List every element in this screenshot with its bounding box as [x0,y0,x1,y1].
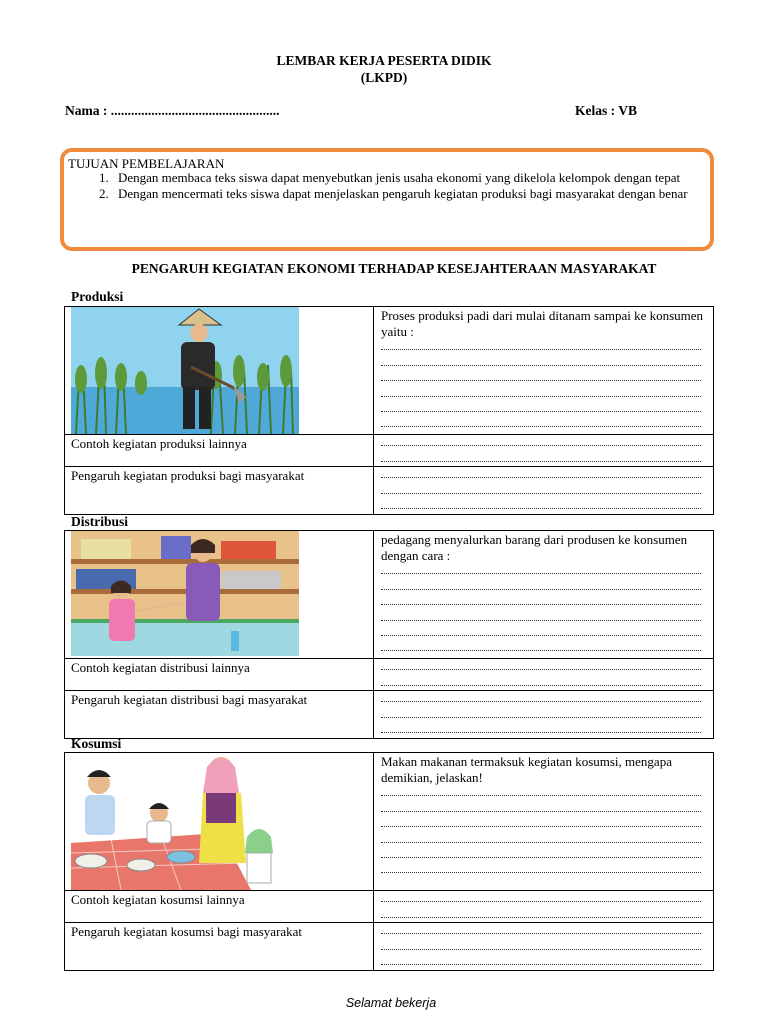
answer-line[interactable] [381,594,707,609]
answer-line[interactable] [381,800,707,815]
produksi-answer-lines[interactable] [374,339,713,431]
answer-line[interactable] [381,401,707,416]
kosumsi-impact-label-cell [65,923,374,971]
produksi-example-label: Contoh kegiatan produksi lainnya [71,436,247,451]
kosumsi-answer-lines[interactable] [374,785,713,877]
answer-line[interactable] [381,467,707,482]
distribusi-answer-cell [374,531,714,659]
answer-line[interactable] [381,659,707,674]
kosumsi-answer-cell [374,753,714,891]
answer-line[interactable] [381,691,707,706]
answer-line[interactable] [381,609,707,624]
produksi-impact-label-cell [65,467,374,515]
answer-line[interactable] [381,339,707,354]
answer-line[interactable] [381,625,707,640]
produksi-question: Proses produksi padi dari mulai ditanam sampai ke konsumen yaitu : [381,308,704,339]
answer-line[interactable] [381,640,707,655]
produksi-table [64,306,714,515]
distribusi-impact-answer[interactable] [374,691,714,739]
distribusi-table [64,530,714,739]
distribusi-impact-label: Pengaruh kegiatan distribusi bagi masyarakat [71,692,308,707]
kosumsi-image-cell [65,753,374,891]
distribusi-example-answer[interactable] [374,659,714,691]
objectives-heading: TUJUAN PEMBELAJARAN [68,156,225,171]
title-line-2: (LKPD) [360,70,408,85]
worksheet-title [0,52,768,86]
shop-illustration [71,531,299,658]
answer-line[interactable] [381,498,707,513]
section-label-produksi: Produksi [71,289,124,304]
answer-line[interactable] [381,435,707,450]
answer-line[interactable] [381,482,707,497]
produksi-example-answer[interactable] [374,435,714,467]
answer-line[interactable] [381,385,707,400]
kosumsi-example-label-cell [65,891,374,923]
answer-line[interactable] [381,906,707,921]
answer-line[interactable] [381,847,707,862]
kosumsi-question: Makan makanan termaksuk kegiatan kosumsi, mengapa demikian, jelaskan! [381,754,672,785]
answer-line[interactable] [381,923,707,938]
produksi-example-label-cell [65,435,374,467]
answer-line[interactable] [381,706,707,721]
objective-item: 1. Dengan membaca teks siswa dapat menyebutkan jenis usaha ekonomi yang dikelola kelompok dengan tepat [112,170,712,186]
objectives-list [64,170,712,201]
kosumsi-impact-label: Pengaruh kegiatan kosumsi bagi masyarakat [71,924,303,939]
answer-line[interactable] [381,722,707,737]
class-label: Kelas : VB [575,103,638,118]
distribusi-image-cell [65,531,374,659]
distribusi-answer-lines[interactable] [374,563,713,655]
section-label-distribusi: Distribusi [71,514,129,529]
produksi-impact-label: Pengaruh kegiatan produksi bagi masyarakat [71,468,305,483]
answer-line[interactable] [381,831,707,846]
produksi-answer-cell [374,307,714,435]
answer-line[interactable] [381,354,707,369]
kosumsi-example-label: Contoh kegiatan kosumsi lainnya [71,892,245,907]
answer-line[interactable] [381,938,707,953]
distribusi-example-label-cell [65,659,374,691]
answer-line[interactable] [381,785,707,800]
answer-line[interactable] [381,416,707,431]
answer-line[interactable] [381,891,707,906]
footer-note: Selamat bekerja [345,996,437,1010]
farmer-illustration [71,307,299,434]
name-field-label: Nama : .................................................. [65,103,280,118]
distribusi-impact-label-cell [65,691,374,739]
kosumsi-table [64,752,714,971]
title-line-1: LEMBAR KERJA PESERTA DIDIK [276,53,492,68]
answer-line[interactable] [381,954,707,969]
answer-line[interactable] [381,862,707,877]
produksi-impact-answer[interactable] [374,467,714,515]
answer-line[interactable] [381,370,707,385]
distribusi-question: pedagang menyalurkan barang dari produsen ke konsumen dengan cara : [381,532,688,563]
main-heading: PENGARUH KEGIATAN EKONOMI TERHADAP KESEJAHTERAAN MASYARAKAT [131,261,657,276]
kosumsi-example-answer[interactable] [374,891,714,923]
answer-line[interactable] [381,578,707,593]
answer-line[interactable] [381,450,707,465]
answer-line[interactable] [381,816,707,831]
learning-objectives-box [60,148,714,251]
kosumsi-impact-answer[interactable] [374,923,714,971]
family-meal-illustration [71,753,299,890]
answer-line[interactable] [381,674,707,689]
answer-line[interactable] [381,563,707,578]
objective-item: 2. Dengan mencermati teks siswa dapat menjelaskan pengaruh kegiatan produksi bagi masyarakat dengan benar [112,186,712,202]
section-label-kosumsi: Kosumsi [71,736,122,751]
distribusi-example-label: Contoh kegiatan distribusi lainnya [71,660,250,675]
produksi-image-cell [65,307,374,435]
